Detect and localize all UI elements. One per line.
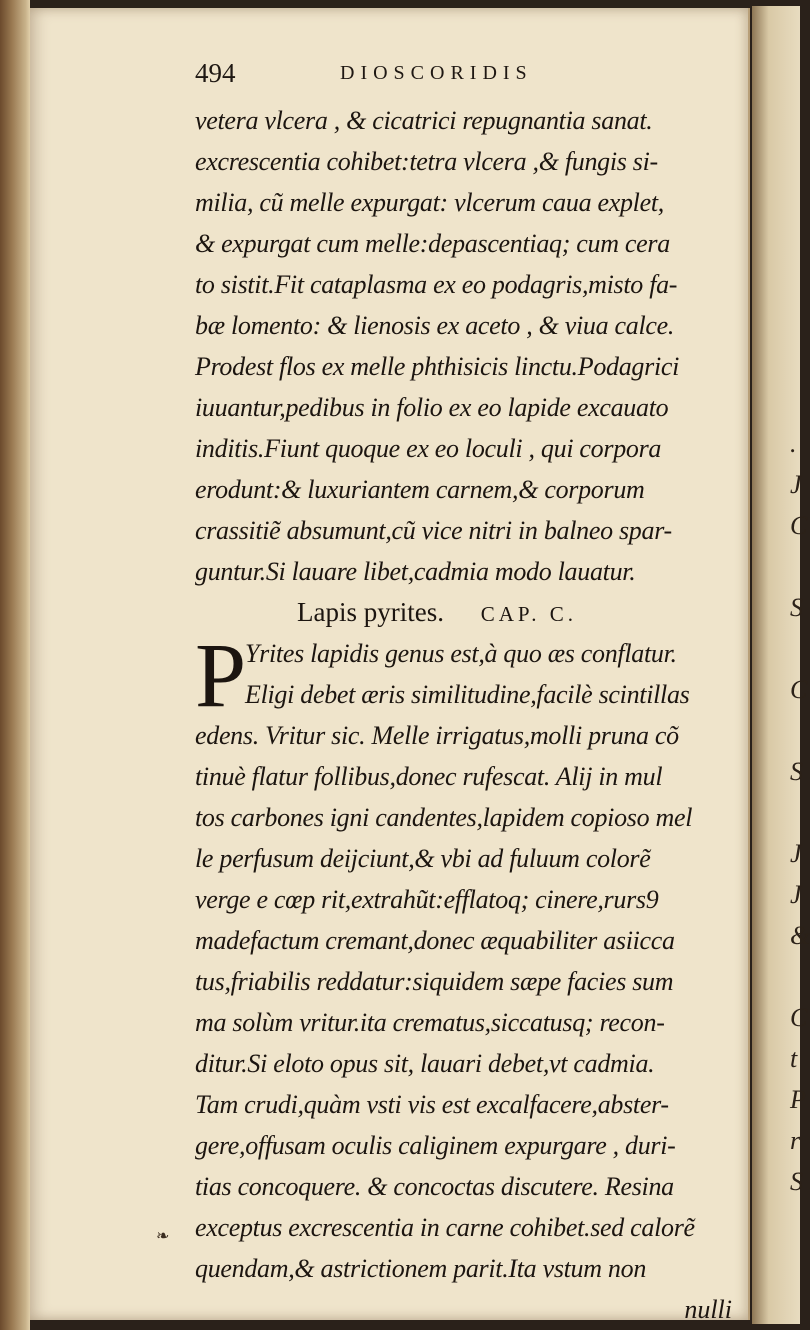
text-line: vetera vlcera , & cicatrici repugnantia sanat. — [195, 106, 653, 135]
left-page-edge — [0, 0, 30, 1330]
facing-page-text-fragments: . J C S C S J J & C t P r S — [790, 429, 810, 1196]
text-line: Tam crudi,quàm vsti vis est excalfacere,abster- — [195, 1090, 669, 1119]
text-line: ma solùm vritur.ita crematus,siccatusq; recon- — [195, 1008, 665, 1037]
text-line: guntur.Si lauare libet,cadmia modo lauatur. — [195, 557, 636, 586]
text-line: Yrites lapidis genus est,à quo æs conflatur. — [245, 639, 677, 668]
text-line: erodunt:& luxuriantem carnem,& corporum — [195, 475, 645, 504]
drop-cap: P — [195, 624, 247, 726]
text-line: bæ lomento: & lienosis ex aceto , & viua calce. — [195, 311, 675, 340]
text-line: edens. Vritur sic. Melle irrigatus,molli pruna cõ — [195, 721, 679, 750]
text-line: to sistit.Fit cataplasma ex eo podagris,misto fa- — [195, 270, 678, 299]
text-line: verge e cœp rit,extrahũt:efflatoq; cinere,rurs9 — [195, 885, 659, 914]
text-line: Eligi debet æris similitudine,facilè scintillas — [245, 680, 690, 709]
text-line: gere,offusam oculis caliginem expurgare , duri- — [195, 1131, 676, 1160]
text-line: iuuantur,pedibus in folio ex eo lapide excauato — [195, 393, 669, 422]
text-line: & expurgat cum melle:depascentiaq; cum cera — [195, 229, 670, 258]
page-header — [195, 58, 615, 98]
text-line: milia, cũ melle expurgat: vlcerum caua explet, — [195, 188, 664, 217]
text-line: madefactum cremant,donec æquabiliter asiicca — [195, 926, 675, 955]
text-line: Prodest flos ex melle phthisicis linctu.Podagrici — [195, 352, 680, 381]
text-line: ditur.Si eloto opus sit, lauari debet,vt cadmia. — [195, 1049, 655, 1078]
chapter-heading — [195, 592, 740, 633]
drop-cap-lines — [195, 624, 740, 726]
body-text-bottom — [195, 715, 740, 1289]
text-line: inditis.Fiunt quoque ex eo loculi , qui corpora — [195, 434, 662, 463]
ornament-mark: ❧ — [156, 1226, 170, 1245]
text-line: tus,friabilis reddatur:siquidem sæpe facies sum — [195, 967, 674, 996]
text-line: excrescentia cohibet:tetra vlcera ,& fungis si- — [195, 147, 658, 176]
text-line: tias concoquere. & concoctas discutere. Resina — [195, 1172, 674, 1201]
text-line: le perfusum deijciunt,& vbi ad fuluum colorẽ — [195, 844, 651, 873]
page-number: 494 — [195, 58, 236, 88]
running-head: DIOSCORIDIS — [340, 62, 533, 84]
body-text-top — [195, 100, 740, 592]
text-line: tos carbones igni candentes,lapidem copioso mel — [195, 803, 693, 832]
text-line: tinuè flatur follibus,donec rufescat. Alij in mul — [195, 762, 663, 791]
text-line: quendam,& astrictionem parit.Ita vstum non — [195, 1254, 647, 1283]
chapter-number: CAP. C. — [480, 602, 578, 626]
catchword: nulli — [684, 1295, 732, 1324]
text-line: crassitiẽ absumunt,cũ vice nitri in balneo spar- — [195, 516, 672, 545]
text-line: exceptus excrescentia in carne cohibet.sed calorẽ — [195, 1213, 695, 1242]
text-block — [195, 100, 740, 1330]
drop-cap-paragraph — [195, 624, 740, 726]
chapter-title: Lapis pyrites. — [297, 597, 444, 627]
